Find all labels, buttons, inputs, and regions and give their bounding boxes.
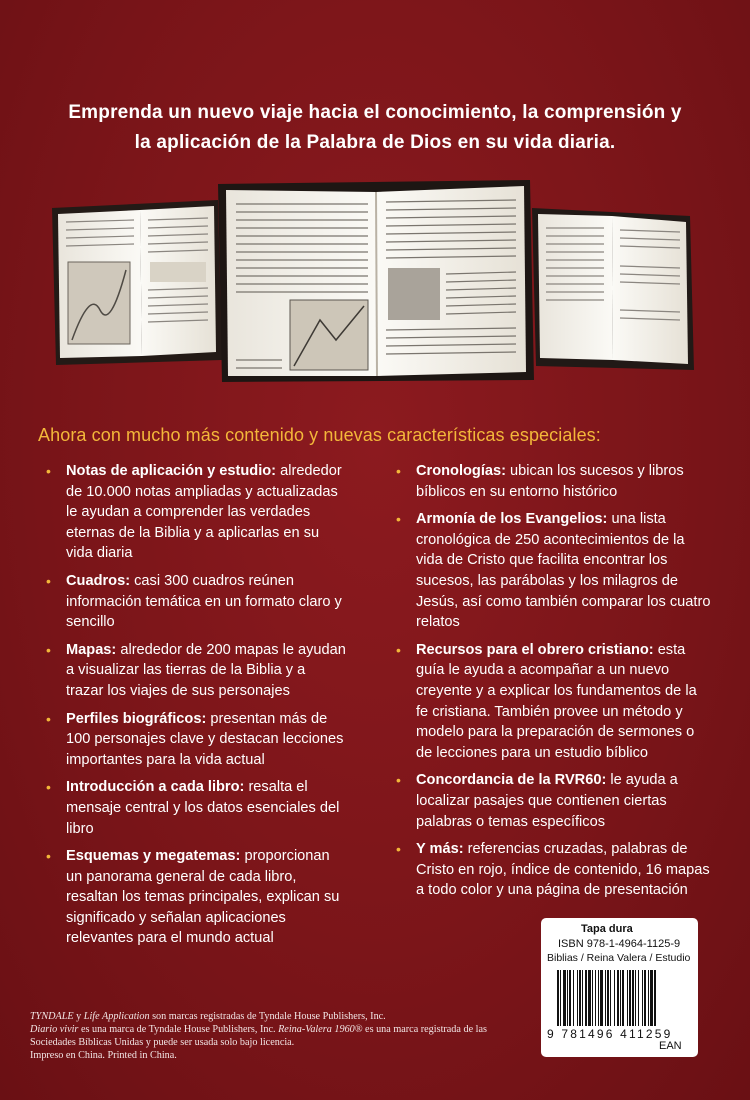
feature-item (46, 709, 346, 771)
legal-diario: Diario vivir (30, 1024, 79, 1035)
ean-label: EAN (659, 1040, 682, 1052)
barcode-bar (617, 970, 619, 1026)
legal-line2-mid: es una marca de Tyndale House Publishers, Inc. (78, 1024, 279, 1035)
features-subheading: Ahora con mucho más contenido y nuevas características especiales: (38, 425, 601, 445)
feature-item (46, 640, 346, 702)
legal-line2-rest: es una marca registrada de las Sociedades Bíblicas Unidas y puede ser usada solo bajo licencia. (30, 1024, 487, 1048)
bullet-icon: • (396, 841, 401, 858)
barcode-bar (642, 970, 643, 1026)
barcode-bar (585, 970, 587, 1026)
feature-item (46, 846, 346, 949)
feature-item (46, 461, 346, 564)
center-bible (218, 180, 534, 382)
legal-line-2 (30, 1023, 530, 1049)
isbn-text: ISBN 978-1-4964-1125-9 (558, 938, 681, 950)
barcode-bar (632, 970, 634, 1026)
feature-term: Recursos para el obrero cristiano: (416, 641, 654, 658)
barcode-bar (598, 970, 599, 1026)
feature-term: Notas de aplicación y estudio: (66, 463, 277, 479)
legal-line-1 (30, 1010, 530, 1023)
feature-text: proporcionan un panorama general de cada libro, resaltan los temas principales, explican su significado y señalan aplicaciones relevantes para el mundo actual (66, 848, 340, 947)
open-bibles-image (0, 170, 750, 395)
barcode-bar (627, 970, 628, 1026)
bullet-icon: • (46, 710, 51, 727)
headline (30, 98, 720, 158)
bullet-icon: • (46, 641, 51, 658)
feature-text: presentan más de 100 personajes clave y destacan lecciones importantes para la vida actual (66, 710, 344, 768)
feature-text: una lista cronológica de 250 acontecimientos de la vida de Cristo que facilita encontrar los sucesos, las parábolas y los milagros de Jesús, así como también comparar los cuatro relatos (416, 511, 711, 631)
feature-term: Introducción a cada libro: (66, 779, 245, 796)
barcode-bar (605, 970, 606, 1026)
right-bible (532, 208, 694, 370)
legal-tyndale: TYNDALE (30, 1011, 74, 1022)
barcode-bar (622, 970, 624, 1026)
bullet-icon: • (396, 641, 401, 658)
legal-reina-valera: Reina-Valera 1960® (278, 1024, 363, 1035)
feature-term: Concordancia de la RVR60: (416, 772, 607, 789)
feature-item (46, 777, 346, 839)
barcode-bar (638, 970, 639, 1026)
binding-type: Tapa dura (581, 923, 633, 935)
feature-text: alrededor de 10.000 notas ampliadas y actualizadas le ayudan a comprender las verdades eternas de la Biblia y a aplicarlas en su vida diaria (66, 463, 342, 562)
feature-term: Mapas: (66, 641, 117, 658)
barcode-bar (582, 970, 583, 1026)
barcode-bar (650, 970, 653, 1026)
barcode-bars (557, 970, 693, 1032)
barcode-bar (610, 970, 611, 1026)
bullet-icon: • (396, 511, 401, 528)
barcode-bar (563, 970, 566, 1026)
barcode-bar (629, 970, 631, 1026)
headline-line-1: Emprenda un nuevo viaje hacia el conocimiento, la comprensión y (68, 102, 682, 123)
bullet-icon: • (396, 772, 401, 789)
feature-text: esta guía le ayuda a acompañar a un nuevo creyente y a explicar los fundamentos de la fe cristiana. También provee un método y modelo para la preparación de sermones o de lecciones para un estudio bíblico (416, 641, 697, 761)
barcode-bar (577, 970, 578, 1026)
feature-text: resalta el mensaje central y los datos esenciales del libro (66, 779, 340, 837)
barcode-bar (573, 970, 574, 1026)
barcode-bar (620, 970, 621, 1026)
feature-term: Armonía de los Evangelios: (416, 511, 608, 528)
feature-text: ubican los sucesos y libros bíblicos en su entorno histórico (416, 463, 684, 500)
barcode-bar (654, 970, 656, 1026)
barcode-bar (588, 970, 591, 1026)
feature-term: Cuadros: (66, 572, 131, 589)
feature-item (396, 839, 711, 901)
feature-item (46, 571, 346, 633)
left-bible (52, 200, 222, 365)
barcode-bar (569, 970, 571, 1026)
feature-term: Cronologías: (416, 463, 506, 479)
feature-text: casi 300 cuadros reúnen información temática en un formato claro y sencillo (66, 572, 342, 631)
bullet-icon: • (46, 572, 51, 589)
feature-item (396, 461, 711, 502)
barcode-bar (592, 970, 593, 1026)
barcode-bar (579, 970, 581, 1026)
feature-term: Y más: (416, 841, 464, 858)
feature-text: referencias cruzadas, palabras de Cristo en rojo, índice de contenido, 16 mapas a todo color y una página de presentación (416, 841, 710, 899)
bullet-icon: • (46, 463, 51, 479)
legal-notice (30, 1010, 530, 1062)
feature-item (396, 509, 711, 633)
barcode-bar (648, 970, 649, 1026)
feature-term: Esquemas y megatemas: (66, 848, 241, 865)
barcode-bar (557, 970, 559, 1026)
feature-term: Perfiles biográficos: (66, 710, 207, 727)
legal-line1-rest: son marcas registradas de Tyndale House Publishers, Inc. (149, 1011, 386, 1022)
bullet-icon: • (46, 848, 51, 865)
barcode-bar (600, 970, 603, 1026)
feature-text: le ayuda a localizar pasajes que contienen ciertas palabras o temas específicos (416, 772, 678, 830)
feature-text: alrededor de 200 mapas le ayudan a visualizar las tierras de la Biblia y a trazar los viajes de sus personajes (66, 641, 346, 699)
features-right-column (396, 461, 711, 908)
barcode-bar (567, 970, 568, 1026)
barcode-bar (607, 970, 609, 1026)
barcode-label (541, 918, 698, 1057)
category-text: Biblias / Reina Valera / Estudio (547, 952, 691, 964)
barcode-bar (560, 970, 561, 1026)
barcode-bar (595, 970, 596, 1026)
headline-line-2: la aplicación de la Palabra de Dios en su vida diaria. (134, 132, 616, 153)
bullet-icon: • (396, 463, 401, 479)
barcode-bar (635, 970, 636, 1026)
legal-line-3: Impreso en China. Printed in China. (30, 1050, 177, 1061)
barcode-bar (644, 970, 646, 1026)
legal-and: y (73, 1011, 84, 1022)
bullet-icon: • (46, 779, 51, 796)
features-left-column (46, 461, 346, 956)
barcode-digits: 9 781496 411259 (547, 1027, 673, 1041)
barcode-bar (614, 970, 615, 1026)
feature-item (396, 640, 711, 764)
legal-life-app: Life Application (83, 1011, 150, 1022)
feature-item (396, 770, 711, 832)
